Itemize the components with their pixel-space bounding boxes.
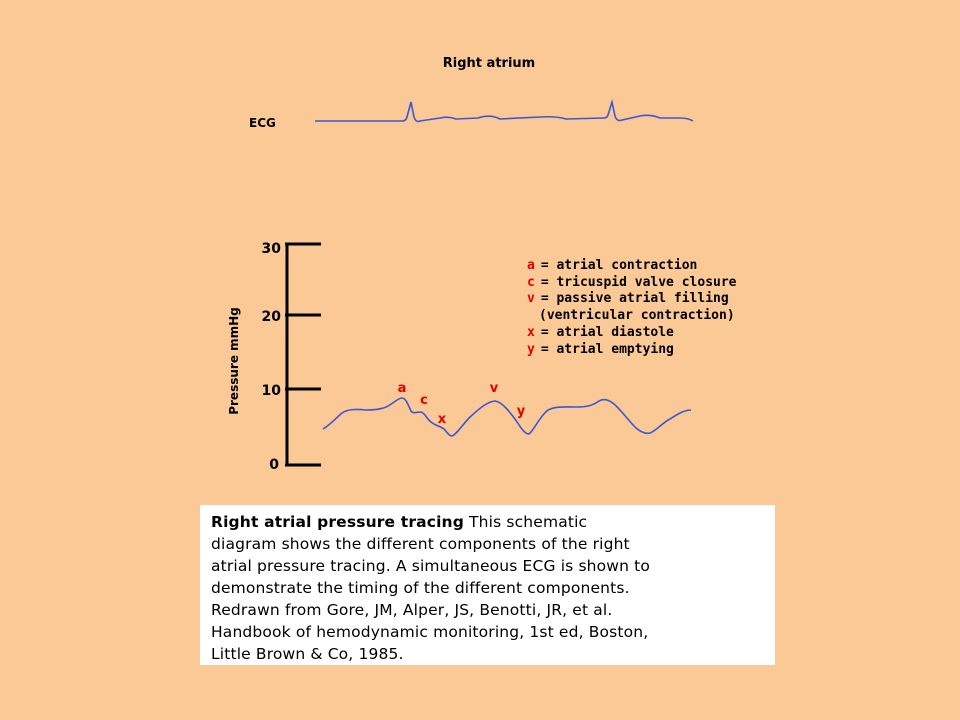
legend-item-c xyxy=(527,275,737,290)
diagram-title: Right atrium xyxy=(442,56,536,71)
caption-line-6: Handbook of hemodynamic monitoring, 1st ed, Boston, xyxy=(211,623,649,641)
ecg-trace xyxy=(315,102,693,122)
wave-label-a: a xyxy=(397,381,407,396)
legend-key-x: x xyxy=(527,325,535,340)
caption-title: Right atrial pressure tracing xyxy=(211,513,464,531)
legend-text-a: = atrial contraction xyxy=(540,258,698,273)
y-tick-label-0: 0 xyxy=(269,457,279,473)
y-tick-label-10: 10 xyxy=(261,383,281,399)
caption-line-5: Redrawn from Gore, JM, Alper, JS, Benotti, JR, et al. xyxy=(211,601,613,619)
legend-text-x: = atrial diastole xyxy=(540,325,674,340)
wave-label-x: x xyxy=(437,412,447,427)
wave-label-c: c xyxy=(420,393,428,408)
legend-key-y: y xyxy=(527,342,535,357)
caption-text-1: This schematic xyxy=(463,513,588,531)
wave-label-v: v xyxy=(489,381,499,396)
legend-item-v-continued: (ventricular contraction) xyxy=(539,308,735,323)
caption-line-3: atrial pressure tracing. A simultaneous ECG is shown to xyxy=(211,557,651,575)
y-axis xyxy=(285,244,321,466)
legend-key-v: v xyxy=(527,291,535,306)
legend-text-y: = atrial emptying xyxy=(540,342,674,357)
pressure-trace xyxy=(323,398,691,436)
caption-line-2: diagram shows the different components of the right xyxy=(211,535,630,553)
legend-key-a: a xyxy=(527,258,535,273)
legend-item-y xyxy=(527,342,674,357)
caption-line-4: demonstrate the timing of the different components. xyxy=(211,579,630,597)
wave-label-y: y xyxy=(516,404,526,419)
y-tick-label-30: 30 xyxy=(261,241,281,257)
caption-line-1 xyxy=(211,511,765,533)
legend-item-a xyxy=(527,258,697,273)
legend-text-v: = passive atrial filling xyxy=(540,291,729,306)
caption-box xyxy=(200,505,775,665)
y-tick-label-20: 20 xyxy=(261,309,281,325)
y-axis-label: Pressure mmHg xyxy=(227,307,241,415)
caption-line-7: Little Brown & Co, 1985. xyxy=(211,645,404,663)
legend-key-c: c xyxy=(527,275,535,290)
ecg-label: ECG xyxy=(249,116,276,130)
legend-item-x xyxy=(527,325,674,340)
legend-item-v xyxy=(527,291,729,306)
legend-text-c: = tricuspid valve closure xyxy=(540,275,737,290)
legend xyxy=(527,258,737,357)
